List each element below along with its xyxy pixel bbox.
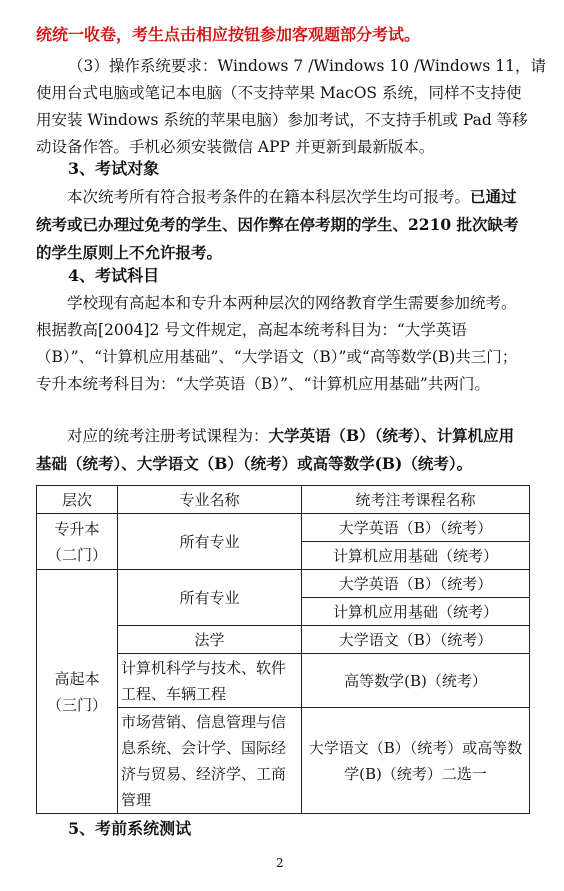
table-row (37, 514, 530, 542)
page-number: 2 (276, 856, 284, 870)
major-cell: 法学 (118, 626, 302, 654)
major-cell: 市场营销、信息管理与信息系统、会计学、国际经济与贸易、经济学、工商管理 (118, 708, 302, 814)
level-name: 专升本 (54, 519, 100, 538)
table-row (37, 570, 530, 598)
section-3-bold-text: 已通过统考或已办理过免考的学生、因作弊在停考期的学生、2210 批次缺考的学生原则上不允许报考。 (36, 187, 519, 262)
major-cell: 计算机科学与技术、软件工程、车辆工程 (118, 654, 302, 708)
section-4-course-intro: 对应的统考注册考试课程为： (67, 427, 269, 445)
section-3-text: 本次统考所有符合报考条件的在籍本科层次学生均可报考。 (67, 188, 471, 206)
section-3-paragraph (36, 183, 529, 267)
section-3-heading: 3、考试对象 (68, 159, 160, 178)
course-cell: 大学英语（B）（统考） (302, 570, 530, 598)
section-4-text: 学校现有高起本和专升本两种层次的网络教育学生需要参加统考。根据教高[2004]2 号文件规定，高起本统考科目为：“大学英语（B）”、“计算机应用基础”、“大学语文（B）”或“高等数学(B)共三门；专升本统考科目为：“大学英语（B）”、“计算机应用基础”共两门。 (36, 294, 518, 393)
header-level: 层次 (37, 486, 118, 514)
os-requirement-line-4: 动设备作答。手机必须安装微信 APP 并更新到最新版本。 (36, 138, 435, 156)
course-cell: 大学语文（B）（统考）或高等数学(B)（统考）二选一 (302, 708, 530, 814)
section-4-paragraph-1 (36, 290, 529, 398)
table-header-row (37, 486, 530, 514)
major-cell: 所有专业 (118, 570, 302, 626)
exam-subject-table (36, 485, 530, 814)
os-requirement-line-1: （3）操作系统要求：Windows 7 /Windows 10 /Windows 11，请 (68, 57, 546, 75)
major-cell: 所有专业 (118, 514, 302, 570)
header-major: 专业名称 (118, 486, 302, 514)
section-4-paragraph-2 (36, 422, 529, 478)
course-cell: 大学语文（B）（统考） (302, 626, 530, 654)
os-requirement-line-3: 用安装 Windows 系统的苹果电脑）参加考试，不支持手机或 Pad 等移 (36, 111, 528, 129)
level-count: （三门） (46, 695, 107, 714)
level-cell-zsb (37, 514, 118, 570)
course-cell: 大学英语（B）（统考） (302, 514, 530, 542)
section-4-course-list: 大学英语（B）（统考）、计算机应用基础（统考）、大学语文（B）（统考）或高等数学(B)（统考）。 (36, 426, 515, 473)
course-cell: 高等数学(B)（统考） (302, 654, 530, 708)
section-5-heading: 5、考前系统测试 (68, 819, 192, 838)
section-4-heading: 4、考试科目 (68, 266, 160, 285)
header-course: 统考注考课程名称 (302, 486, 530, 514)
course-cell: 计算机应用基础（统考） (302, 542, 530, 570)
red-notice-line: 统统一收卷，考生点击相应按钮参加客观题部分考试。 (36, 25, 421, 44)
course-cell: 计算机应用基础（统考） (302, 598, 530, 626)
level-cell-gqb (37, 570, 118, 814)
os-requirement-line-2: 使用台式电脑或笔记本电脑（不支持苹果 MacOS 系统，同样不支持使 (36, 84, 522, 102)
level-count: （二门） (46, 545, 107, 564)
level-name: 高起本 (54, 669, 100, 688)
